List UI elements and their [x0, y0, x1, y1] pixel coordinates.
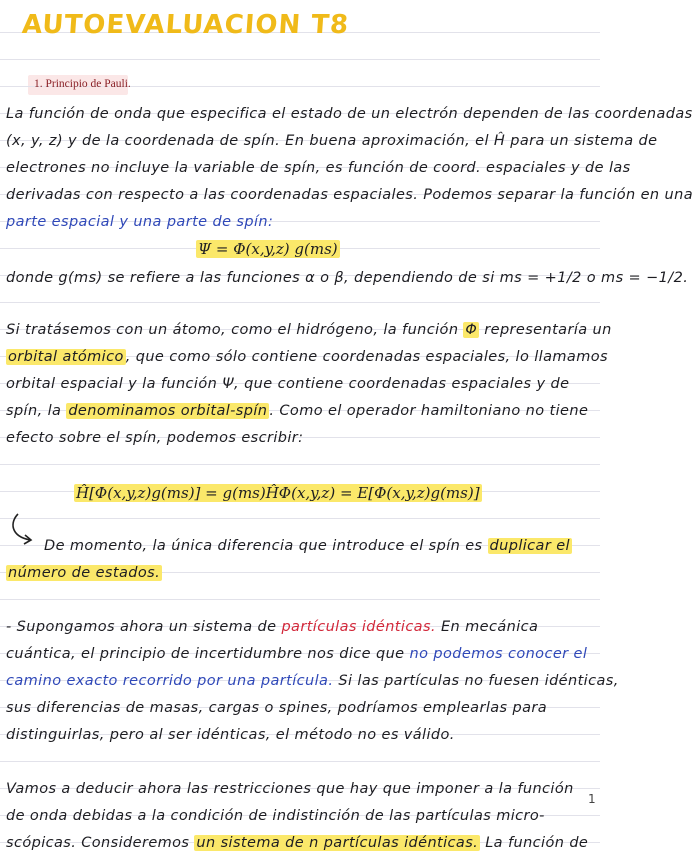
paragraph-line: distinguirlas, pero al ser idénticas, el método no es válido.: [6, 727, 455, 743]
paragraph-line: de onda debidas a la condición de indistinción de las partículas micro-: [6, 808, 545, 824]
formula-highlight: Ψ = Φ(x,y,z) g(ms): [198, 240, 338, 258]
paragraph-line: [6, 619, 596, 635]
paragraph-line: (x, y, z) y de la coordenada de spín. En buena aproximación, el Ĥ para un sistema de: [6, 133, 658, 149]
numero-estados-highlight: número de estados.: [8, 565, 161, 581]
sistema-highlight: un sistema de n partículas idénticas.: [196, 835, 479, 851]
margin-mark: 1: [588, 792, 596, 806]
wavefunction-formula: [196, 240, 340, 258]
paragraph-line-blue: parte espacial y una parte de spín:: [6, 214, 274, 230]
paragraph-line: sus diferencias de masas, cargas o spines, podríamos emplearlas para: [6, 700, 548, 716]
paragraph-line: orbital espacial y la función Ψ, que contiene coordenadas espaciales y de: [6, 376, 570, 392]
blue-text: no podemos conocer el: [409, 646, 588, 662]
duplicar-highlight: duplicar el: [489, 538, 570, 554]
formula-highlight: Ĥ[Φ(x,y,z)g(ms)] = g(ms)ĤΦ(x,y,z) = E[Φ(x,y,z)g(ms)]: [76, 484, 480, 502]
paragraph-line: [6, 646, 596, 662]
paragraph-line: [6, 835, 596, 851]
text-span: La función de: [480, 835, 589, 851]
text-span: En mecánica: [435, 619, 539, 635]
particulas-identicas-red: partículas idénticas.: [281, 619, 436, 635]
text-span: Si tratásemos con un átomo, como el hidrógeno, la función: [6, 322, 464, 338]
paragraph-line: [6, 322, 612, 338]
blue-text: camino exacto recorrido por una partícula.: [6, 673, 334, 689]
paragraph-line: donde g(ms) se refiere a las funciones α o β, dependiendo de si ms = +1/2 o ms = −1/2.: [6, 270, 689, 286]
text-span: Si las partículas no fuesen idénticas,: [333, 673, 619, 689]
orbital-spin-highlight: denominamos orbital-spín: [68, 403, 268, 419]
phi-highlight: Φ: [465, 322, 478, 338]
text-span: cuántica, el principio de incertidumbre nos dice que: [6, 646, 410, 662]
paragraph-line: [6, 673, 619, 689]
note-line: [44, 538, 592, 554]
paragraph-line: derivadas con respecto a las coordenadas espaciales. Podemos separar la función en una: [6, 187, 693, 203]
note-line: [6, 565, 596, 581]
section-heading: [34, 78, 131, 90]
paragraph-line: efecto sobre el spín, podemos escribir:: [6, 430, 304, 446]
text-span: spín, la: [6, 403, 67, 419]
paragraph-line: Vamos a deducir ahora las restricciones que hay que imponer a la función: [6, 781, 574, 797]
paragraph-line: La función de onda que especifica el estado de un electrón dependen de las coordenadas: [6, 106, 693, 122]
text-span: - Supongamos ahora un sistema de: [6, 619, 282, 635]
paragraph-line: electrones no incluye la variable de spín, es función de coord. espaciales y de las: [6, 160, 631, 176]
orbital-atomico-highlight: orbital atómico: [8, 349, 124, 365]
text-span: De momento, la única diferencia que introduce el spín es: [44, 538, 488, 554]
text-span: representaría un: [479, 322, 612, 338]
curved-arrow-icon: [8, 512, 36, 546]
text-span: , que como sólo contiene coordenadas espaciales, lo llamamos: [125, 349, 608, 365]
paragraph-line: [6, 349, 608, 365]
text-span: . Como el operador hamiltoniano no tiene: [269, 403, 589, 419]
section-label: 1. Principio de Pauli.: [34, 78, 131, 90]
page-title: AUTOEVALUACION T8: [20, 10, 351, 40]
hamiltonian-formula: [74, 484, 482, 502]
paragraph-line: [6, 403, 596, 419]
text-span: scópicas. Consideremos: [6, 835, 195, 851]
